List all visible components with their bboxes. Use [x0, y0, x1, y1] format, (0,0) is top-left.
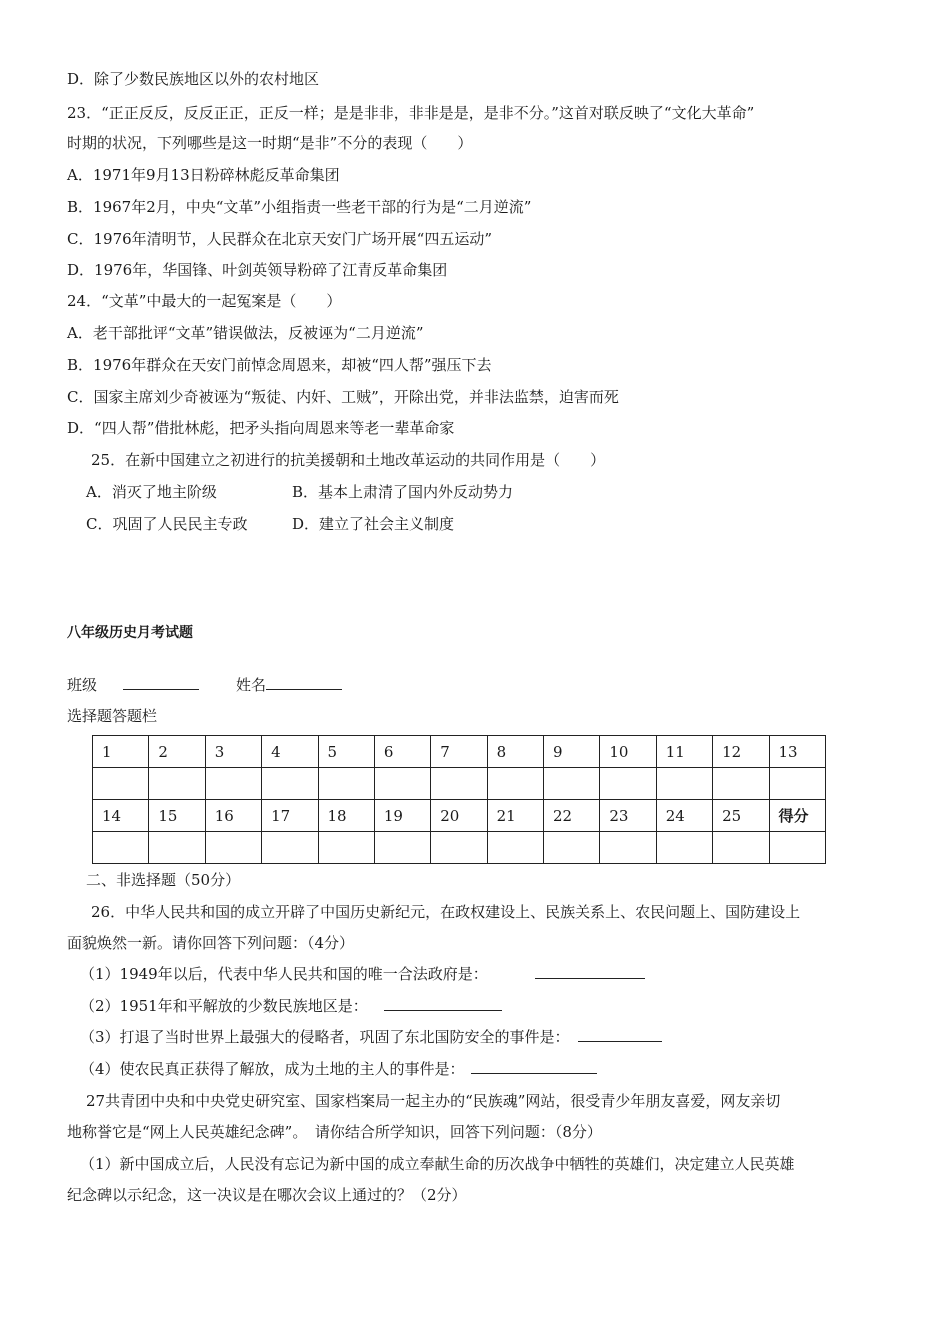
- q23-option-c: C．1976年清明节，人民群众在北京天安门广场开展“四五运动”: [67, 230, 492, 248]
- q26-sub4: [80, 1059, 597, 1079]
- class-field: [67, 675, 199, 695]
- q23-stem-line1: 23．“正正反反，反反正正，正反一样；是是非非，非非是是，是非不分。”这首对联反映了“文化大革命”: [67, 104, 755, 122]
- q23-option-a: A．1971年9月13日粉碎林彪反革命集团: [67, 166, 340, 184]
- question-number-cell: 21: [487, 800, 543, 832]
- answer-cell[interactable]: [600, 768, 656, 800]
- q25-option-c: C．巩固了人民民主专政: [86, 515, 248, 533]
- question-number-cell: 20: [431, 800, 487, 832]
- question-number-cell: 12: [713, 736, 769, 768]
- answer-cell[interactable]: [93, 768, 149, 800]
- q27-stem-line2: 地称誉它是“网上人民英雄纪念碑”。 请你结合所学知识，回答下列问题：（8分）: [67, 1123, 602, 1141]
- score-label-cell: 得分: [769, 800, 826, 832]
- score-cell[interactable]: [769, 832, 826, 864]
- question-number-cell: 18: [318, 800, 374, 832]
- answer-cell[interactable]: [656, 832, 712, 864]
- question-number-cell: 1: [93, 736, 149, 768]
- q23-option-d: D．1976年，华国锋、叶剑英领导粉碎了江青反革命集团: [67, 261, 448, 279]
- answer-cell[interactable]: [318, 768, 374, 800]
- q23-stem-line2: 时期的状况，下列哪些是这一时期“是非”不分的表现（ ）: [67, 134, 473, 152]
- q24-option-a: A．老干部批评“文革”错误做法，反被诬为“二月逆流”: [67, 324, 424, 342]
- q24-stem: 24．“文革”中最大的一起冤案是（ ）: [67, 292, 342, 310]
- name-label: 姓名: [236, 676, 267, 694]
- answer-cell[interactable]: [262, 768, 318, 800]
- q27-sub1-line1: （1）新中国成立后，人民没有忘记为新中国的成立奉献生命的历次战争中牺牲的英雄们，决定建立人民英雄: [80, 1155, 795, 1173]
- answer-cell[interactable]: [149, 768, 205, 800]
- question-number-cell: 13: [769, 736, 826, 768]
- q26-sub1: [80, 964, 645, 984]
- exam-title: 八年级历史月考试题: [67, 625, 193, 641]
- question-number-cell: 6: [374, 736, 430, 768]
- question-number-cell: 9: [544, 736, 600, 768]
- answer-table-answer-row-2: [93, 832, 826, 864]
- q23-option-b: B．1967年2月，中央“文革”小组指责一些老干部的行为是“二月逆流”: [67, 198, 532, 216]
- q27-sub1-line2: 纪念碑以示纪念，这一决议是在哪次会议上通过的？（2分）: [67, 1186, 467, 1204]
- answer-cell[interactable]: [544, 832, 600, 864]
- q27-stem-line1: 27共青团中央和中央党史研究室、国家档案局一起主办的“民族魂”网站，很受青少年朋友喜爱，网友亲切: [86, 1092, 781, 1110]
- name-field: [236, 675, 342, 695]
- section2-title: 二、非选择题（50分）: [86, 871, 241, 889]
- name-blank[interactable]: [266, 675, 342, 690]
- answer-cell[interactable]: [431, 832, 487, 864]
- question-number-cell: 5: [318, 736, 374, 768]
- answer-cell[interactable]: [656, 768, 712, 800]
- class-label: 班级: [67, 676, 98, 694]
- q26-sub3-text: （3）打退了当时世界上最强大的侵略者，巩固了东北国防安全的事件是：: [80, 1028, 570, 1046]
- q24-option-d: D．“四人帮”借批林彪，把矛头指向周恩来等老一辈革命家: [67, 419, 455, 437]
- q25-option-a: A．消灭了地主阶级: [86, 483, 217, 501]
- answer-table-caption: 选择题答题栏: [67, 707, 158, 725]
- q25-option-b: B．基本上肃清了国内外反动势力: [292, 483, 514, 501]
- question-number-cell: 4: [262, 736, 318, 768]
- answer-table-number-row-1: [93, 736, 826, 768]
- q25-stem: 25．在新中国建立之初进行的抗美援朝和土地改革运动的共同作用是（ ）: [91, 451, 606, 469]
- question-number-cell: 2: [149, 736, 205, 768]
- question-number-cell: 14: [93, 800, 149, 832]
- question-number-cell: 24: [656, 800, 712, 832]
- q26-sub2: [80, 996, 502, 1016]
- q22-option-d: D．除了少数民族地区以外的农村地区: [67, 70, 320, 88]
- q26-sub3: [80, 1027, 662, 1047]
- q24-option-c: C．国家主席刘少奇被诬为“叛徒、内奸、工贼”，开除出党，并非法监禁，迫害而死: [67, 388, 619, 406]
- q26-sub3-blank[interactable]: [578, 1027, 662, 1042]
- q25-option-d: D．建立了社会主义制度: [292, 515, 455, 533]
- q26-sub4-blank[interactable]: [471, 1059, 597, 1074]
- q26-sub1-text: （1）1949年以后，代表中华人民共和国的唯一合法政府是：: [80, 965, 488, 983]
- answer-cell[interactable]: [93, 832, 149, 864]
- answer-table: [92, 735, 826, 864]
- q26-stem-line2: 面貌焕然一新。请你回答下列问题：（4分）: [67, 934, 355, 952]
- answer-cell[interactable]: [544, 768, 600, 800]
- question-number-cell: 8: [487, 736, 543, 768]
- answer-cell[interactable]: [318, 832, 374, 864]
- question-number-cell: 3: [205, 736, 261, 768]
- q24-option-b: B．1976年群众在天安门前悼念周恩来，却被“四人帮”强压下去: [67, 356, 492, 374]
- answer-table-number-row-2: [93, 800, 826, 832]
- answer-cell[interactable]: [487, 832, 543, 864]
- answer-cell[interactable]: [149, 832, 205, 864]
- question-number-cell: 19: [374, 800, 430, 832]
- question-number-cell: 7: [431, 736, 487, 768]
- class-blank[interactable]: [123, 675, 199, 690]
- q26-stem-line1: 26．中华人民共和国的成立开辟了中国历史新纪元，在政权建设上、民族关系上、农民问题上、国防建设上: [91, 903, 801, 921]
- question-number-cell: 17: [262, 800, 318, 832]
- answer-cell[interactable]: [600, 832, 656, 864]
- answer-cell[interactable]: [205, 768, 261, 800]
- answer-cell[interactable]: [713, 832, 769, 864]
- answer-table-answer-row-1: [93, 768, 826, 800]
- answer-cell[interactable]: [713, 768, 769, 800]
- question-number-cell: 10: [600, 736, 656, 768]
- answer-cell[interactable]: [262, 832, 318, 864]
- answer-cell[interactable]: [431, 768, 487, 800]
- question-number-cell: 15: [149, 800, 205, 832]
- q26-sub2-text: （2）1951年和平解放的少数民族地区是：: [80, 997, 368, 1015]
- q26-sub4-text: （4）使农民真正获得了解放，成为土地的主人的事件是：: [80, 1060, 465, 1078]
- answer-cell[interactable]: [487, 768, 543, 800]
- q26-sub1-blank[interactable]: [535, 964, 645, 979]
- question-number-cell: 16: [205, 800, 261, 832]
- question-number-cell: 23: [600, 800, 656, 832]
- q26-sub2-blank[interactable]: [384, 996, 502, 1011]
- question-number-cell: 25: [713, 800, 769, 832]
- answer-cell[interactable]: [374, 768, 430, 800]
- question-number-cell: 11: [656, 736, 712, 768]
- question-number-cell: 22: [544, 800, 600, 832]
- answer-cell[interactable]: [769, 768, 826, 800]
- answer-cell[interactable]: [374, 832, 430, 864]
- answer-cell[interactable]: [205, 832, 261, 864]
